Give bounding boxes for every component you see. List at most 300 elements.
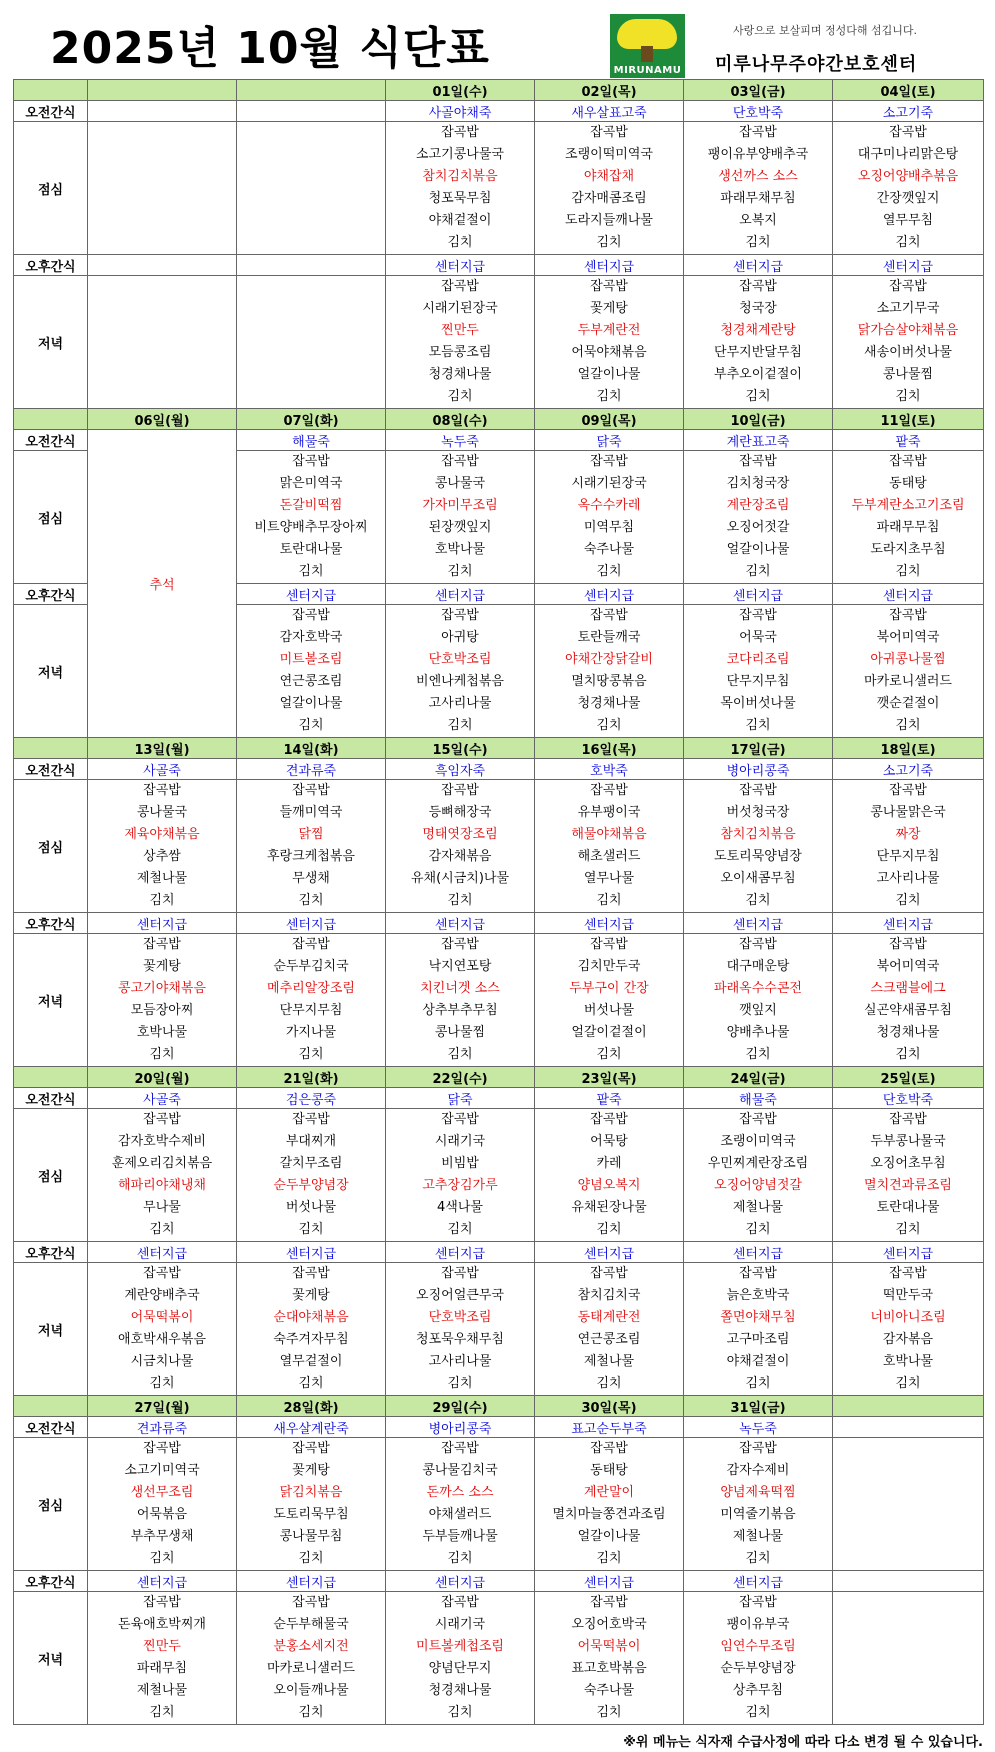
date-cell: 29일(수) <box>386 1396 535 1417</box>
menu-item: 코다리조림 <box>726 652 790 667</box>
menu-item: 잡곡밥 <box>143 937 181 952</box>
date-cell: 15일(수) <box>386 738 535 759</box>
menu-item: 어묵국 <box>739 630 777 645</box>
menu-item: 잡곡밥 <box>292 454 330 469</box>
pm-snack-cell: 센터지급 <box>237 1571 386 1592</box>
menu-item: 오징어양배추볶음 <box>857 169 959 184</box>
am-snack-cell: 표고순두부죽 <box>535 1417 684 1438</box>
menu-item: 잡곡밥 <box>441 608 479 623</box>
menu-item: 김치 <box>447 1551 473 1566</box>
menu-item: 김치 <box>298 1222 324 1237</box>
menu-item: 잡곡밥 <box>739 125 777 140</box>
menu-item <box>237 144 385 166</box>
dinner-cell <box>386 1592 535 1725</box>
date-header-row <box>14 80 984 101</box>
menu-item: 토란들깨국 <box>577 630 641 645</box>
menu-item: 잡곡밥 <box>739 1441 777 1456</box>
menu-item: 양념제육떡찜 <box>720 1485 796 1500</box>
menu-item: 단호박조림 <box>428 1310 492 1325</box>
lunch-cell <box>535 122 684 255</box>
menu-item: 호박나물 <box>136 1025 188 1040</box>
motto: 사랑으로 보살피며 정성다해 섬깁니다. <box>733 24 918 37</box>
menu-item: 청경채계란탕 <box>720 323 796 338</box>
menu-item: 잡곡밥 <box>590 1595 628 1610</box>
lunch-row <box>14 1438 984 1571</box>
menu-item: 멸치견과류조림 <box>864 1178 952 1193</box>
menu-item: 짜장 <box>895 827 921 842</box>
dinner-label: 저녁 <box>14 605 88 738</box>
menu-item: 잡곡밥 <box>590 279 628 294</box>
menu-item: 임연수무조림 <box>720 1639 796 1654</box>
dinner-cell <box>386 276 535 409</box>
menu-item: 김치 <box>745 718 771 733</box>
center-name: 미루나무주야간보호센터 <box>715 54 918 75</box>
menu-item: 두부들깨나물 <box>422 1529 498 1544</box>
menu-item: 참치김치국 <box>577 1288 641 1303</box>
menu-item: 김치 <box>447 1047 473 1062</box>
menu-item: 해파리야채냉채 <box>118 1178 206 1193</box>
corner-cell <box>14 1067 88 1088</box>
lunch-cell <box>833 451 984 584</box>
holiday-cell: 추석 <box>88 430 237 738</box>
menu-item <box>833 1658 983 1680</box>
menu-item: 김치 <box>745 1551 771 1566</box>
menu-item: 간장깻잎지 <box>876 191 940 206</box>
menu-item: 파래무무침 <box>876 520 940 535</box>
menu-item: 김치 <box>745 389 771 404</box>
menu-item: 4색나물 <box>437 1200 483 1215</box>
menu-item: 파래옥수수콘전 <box>714 981 802 996</box>
menu-item: 김치 <box>447 1376 473 1391</box>
menu-item: 비엔나케첩볶음 <box>416 674 504 689</box>
date-cell: 31일(금) <box>684 1396 833 1417</box>
menu-item: 오징어양념젓갈 <box>714 1178 802 1193</box>
menu-item: 잡곡밥 <box>441 125 479 140</box>
menu-item: 청경채나물 <box>428 1683 492 1698</box>
pm-snack-cell: 센터지급 <box>386 1571 535 1592</box>
menu-item: 두부구이 간장 <box>569 981 649 996</box>
date-cell: 08일(수) <box>386 409 535 430</box>
menu-item: 애호박새우볶음 <box>118 1332 206 1347</box>
tree-icon <box>617 19 677 49</box>
menu-item: 콩나물찜 <box>434 1025 486 1040</box>
lunch-cell <box>237 451 386 584</box>
menu-item <box>237 386 385 408</box>
menu-item: 두부콩나물국 <box>870 1134 946 1149</box>
menu-item: 제철나물 <box>732 1529 784 1544</box>
pm-snack-cell: 센터지급 <box>386 1242 535 1263</box>
menu-item: 김치 <box>447 235 473 250</box>
menu-item: 청국장 <box>739 301 777 316</box>
menu-item: 시래기국 <box>434 1134 486 1149</box>
menu-item: 팽이유부양배추국 <box>707 147 809 162</box>
am-snack-cell: 닭죽 <box>386 1088 535 1109</box>
menu-item: 오이들깨나물 <box>273 1683 349 1698</box>
menu-item <box>833 1438 983 1460</box>
menu-item: 양념단무지 <box>428 1661 492 1676</box>
dinner-cell <box>237 934 386 1067</box>
pm-snack-row <box>14 255 984 276</box>
menu-item: 오징어초무침 <box>870 1156 946 1171</box>
lunch-cell <box>237 780 386 913</box>
menu-item: 계란장조림 <box>726 498 790 513</box>
menu-item <box>833 1592 983 1614</box>
menu-item: 김치 <box>298 1376 324 1391</box>
menu-item: 도토리묵무침 <box>273 1507 349 1522</box>
menu-item: 잡곡밥 <box>441 454 479 469</box>
menu-item: 부대찌개 <box>285 1134 337 1149</box>
menu-item: 마카로니샐러드 <box>864 674 952 689</box>
pm-snack-cell: 센터지급 <box>386 584 535 605</box>
pm-snack-cell <box>833 1571 984 1592</box>
dinner-cell <box>684 1592 833 1725</box>
menu-item: 북어미역국 <box>876 959 940 974</box>
menu-item: 닭찜 <box>298 827 324 842</box>
menu-item: 무나물 <box>143 1200 181 1215</box>
page-title: 2025년 10월 식단표 <box>50 23 490 74</box>
menu-item <box>88 166 236 188</box>
am-snack-label: 오전간식 <box>14 759 88 780</box>
menu-item: 유부팽이국 <box>577 805 641 820</box>
dinner-row <box>14 934 984 1067</box>
menu-item: 파래무침 <box>136 1661 188 1676</box>
am-snack-row <box>14 101 984 122</box>
lunch-cell <box>535 1109 684 1242</box>
menu-item: 김치 <box>447 893 473 908</box>
menu-item: 시래기된장국 <box>571 476 647 491</box>
menu-item: 도토리묵양념장 <box>714 849 802 864</box>
menu-item: 시금치나물 <box>130 1354 194 1369</box>
date-cell: 22일(수) <box>386 1067 535 1088</box>
menu-item <box>88 144 236 166</box>
menu-item: 미트볼조림 <box>279 652 343 667</box>
date-cell: 16일(목) <box>535 738 684 759</box>
date-cell <box>833 1396 984 1417</box>
menu-item: 잡곡밥 <box>441 1266 479 1281</box>
dinner-cell <box>88 1263 237 1396</box>
dinner-cell <box>535 934 684 1067</box>
menu-item: 호박나물 <box>882 1354 934 1369</box>
dinner-cell <box>833 276 984 409</box>
menu-item: 토란대나물 <box>279 542 343 557</box>
menu-item: 순두부양념장 <box>273 1178 349 1193</box>
menu-item: 맑은미역국 <box>279 476 343 491</box>
am-snack-cell: 흑임자죽 <box>386 759 535 780</box>
am-snack-cell: 해물죽 <box>684 1088 833 1109</box>
lunch-cell <box>535 1438 684 1571</box>
menu-item: 감자채볶음 <box>428 849 492 864</box>
am-snack-cell: 병아리콩죽 <box>386 1417 535 1438</box>
menu-item: 동태계란전 <box>577 1310 641 1325</box>
corner-cell <box>14 80 88 101</box>
pm-snack-cell: 센터지급 <box>833 913 984 934</box>
menu-item: 꽃게탕 <box>590 301 628 316</box>
dinner-cell <box>535 605 684 738</box>
menu-item: 소고기미역국 <box>124 1463 200 1478</box>
menu-item: 잡곡밥 <box>889 1266 927 1281</box>
menu-item: 버섯나물 <box>583 1003 635 1018</box>
dinner-cell <box>535 276 684 409</box>
am-snack-cell: 소고기죽 <box>833 101 984 122</box>
dinner-row <box>14 1592 984 1725</box>
menu-item: 닭가슴살야채볶음 <box>857 323 959 338</box>
pm-snack-row <box>14 913 984 934</box>
menu-item: 잡곡밥 <box>441 1595 479 1610</box>
pm-snack-cell: 센터지급 <box>237 1242 386 1263</box>
menu-item: 야채겉절이 <box>726 1354 790 1369</box>
lunch-cell <box>88 1438 237 1571</box>
dinner-cell <box>88 934 237 1067</box>
menu-item: 생선무조림 <box>130 1485 194 1500</box>
menu-item: 우민찌계란장조림 <box>707 1156 809 1171</box>
menu-item: 호박나물 <box>434 542 486 557</box>
menu-item: 소고기무국 <box>876 301 940 316</box>
menu-item: 김치 <box>149 1551 175 1566</box>
menu-item: 잡곡밥 <box>590 1266 628 1281</box>
menu-item: 잡곡밥 <box>143 783 181 798</box>
menu-item: 새송이버섯나물 <box>864 345 952 360</box>
menu-item <box>88 364 236 386</box>
menu-item: 콩고기야채볶음 <box>118 981 206 996</box>
menu-item: 어묵떡볶이 <box>577 1639 641 1654</box>
tree-trunk-icon <box>641 46 653 62</box>
menu-item: 잡곡밥 <box>292 1266 330 1281</box>
menu-item: 연근콩조림 <box>577 1332 641 1347</box>
menu-item: 잡곡밥 <box>889 125 927 140</box>
date-cell: 09일(목) <box>535 409 684 430</box>
menu-item: 잡곡밥 <box>889 608 927 623</box>
date-cell <box>88 80 237 101</box>
pm-snack-cell: 센터지급 <box>237 913 386 934</box>
dinner-cell <box>237 1263 386 1396</box>
menu-item: 계란양배추국 <box>124 1288 200 1303</box>
menu-item: 메추리알장조림 <box>267 981 355 996</box>
menu-item <box>237 166 385 188</box>
date-header-row <box>14 409 984 430</box>
menu-item: 야채잡채 <box>583 169 635 184</box>
dinner-cell <box>684 605 833 738</box>
am-snack-cell: 단호박죽 <box>833 1088 984 1109</box>
menu-item: 김치 <box>745 1222 771 1237</box>
lunch-cell <box>386 1438 535 1571</box>
pm-snack-label: 오후간식 <box>14 584 88 605</box>
menu-item: 부추오이겉절이 <box>714 367 802 382</box>
menu-item: 돈까스 소스 <box>426 1485 494 1500</box>
menu-item: 꽃게탕 <box>292 1463 330 1478</box>
lunch-cell <box>386 780 535 913</box>
menu-item: 참치김치볶음 <box>422 169 498 184</box>
am-snack-cell: 닭죽 <box>535 430 684 451</box>
menu-item: 도라지들깨나물 <box>565 213 653 228</box>
menu-item: 얼갈이나물 <box>577 367 641 382</box>
menu-item: 김치 <box>895 564 921 579</box>
footnote: ※위 메뉴는 식자재 수급사정에 따라 다소 변경 될 수 있습니다. <box>623 1735 983 1750</box>
pm-snack-label: 오후간식 <box>14 913 88 934</box>
menu-item: 김치 <box>596 1047 622 1062</box>
lunch-cell <box>386 122 535 255</box>
date-header-row <box>14 738 984 759</box>
menu-item: 동태탕 <box>889 476 927 491</box>
lunch-cell <box>684 1109 833 1242</box>
menu-item: 숙주나물 <box>583 1683 635 1698</box>
menu-item: 열무무침 <box>882 213 934 228</box>
menu-item: 김치 <box>298 893 324 908</box>
lunch-cell <box>386 1109 535 1242</box>
menu-item <box>237 298 385 320</box>
am-snack-cell: 해물죽 <box>237 430 386 451</box>
menu-item: 단무지무침 <box>726 674 790 689</box>
menu-item: 잡곡밥 <box>590 608 628 623</box>
menu-item <box>237 210 385 232</box>
menu-item: 잡곡밥 <box>590 1441 628 1456</box>
logo <box>610 14 685 78</box>
menu-item: 콩나물맑은국 <box>870 805 946 820</box>
menu-item: 꽃게탕 <box>292 1288 330 1303</box>
menu-table <box>13 79 984 1725</box>
menu-item: 가지나물 <box>285 1025 337 1040</box>
menu-item <box>88 298 236 320</box>
menu-item: 아귀탕 <box>441 630 479 645</box>
menu-item: 열무겉절이 <box>279 1354 343 1369</box>
menu-item: 상추쌈 <box>143 849 181 864</box>
menu-item <box>88 342 236 364</box>
menu-item: 순두부양념장 <box>720 1661 796 1676</box>
date-header-row <box>14 1396 984 1417</box>
menu-item <box>88 188 236 210</box>
lunch-label: 점심 <box>14 1109 88 1242</box>
pm-snack-cell: 센터지급 <box>833 1242 984 1263</box>
menu-item: 야채간장닭갈비 <box>565 652 653 667</box>
menu-item: 잡곡밥 <box>590 783 628 798</box>
am-snack-cell <box>88 101 237 122</box>
menu-item: 콩나물국 <box>136 805 188 820</box>
lunch-label: 점심 <box>14 1438 88 1571</box>
menu-item: 청경채나물 <box>876 1025 940 1040</box>
pm-snack-cell: 센터지급 <box>684 1571 833 1592</box>
menu-item: 상추무침 <box>732 1683 784 1698</box>
menu-item: 무생채 <box>292 871 330 886</box>
date-cell: 02일(목) <box>535 80 684 101</box>
menu-item: 김치 <box>895 1376 921 1391</box>
menu-item: 훈제오리김치볶음 <box>111 1156 213 1171</box>
menu-item: 단무지반달무침 <box>714 345 802 360</box>
menu-item: 김치 <box>447 564 473 579</box>
menu-item: 김치 <box>895 893 921 908</box>
am-snack-label: 오전간식 <box>14 430 88 451</box>
corner-cell <box>14 738 88 759</box>
menu-item: 상추부추무침 <box>422 1003 498 1018</box>
pm-snack-cell: 센터지급 <box>833 584 984 605</box>
menu-item: 잡곡밥 <box>590 454 628 469</box>
menu-item: 도라지초무침 <box>870 542 946 557</box>
menu-item: 비트양배추무장아찌 <box>254 520 368 535</box>
menu-item: 아귀콩나물찜 <box>870 652 946 667</box>
menu-item <box>833 1504 983 1526</box>
dinner-cell <box>88 276 237 409</box>
menu-item: 후랑크케첩볶음 <box>267 849 355 864</box>
pm-snack-label: 오후간식 <box>14 1242 88 1263</box>
menu-item: 늙은호박국 <box>726 1288 790 1303</box>
menu-item: 잡곡밥 <box>739 1112 777 1127</box>
dinner-cell <box>88 1592 237 1725</box>
menu-item: 목이버섯나물 <box>720 696 796 711</box>
dinner-cell <box>833 1592 984 1725</box>
menu-item: 잡곡밥 <box>739 1266 777 1281</box>
menu-item: 스크램블에그 <box>870 981 946 996</box>
menu-item: 잡곡밥 <box>292 1112 330 1127</box>
menu-item: 잡곡밥 <box>889 783 927 798</box>
pm-snack-cell: 센터지급 <box>237 584 386 605</box>
header <box>0 0 995 78</box>
menu-item: 김치 <box>596 235 622 250</box>
menu-item: 숙주나물 <box>583 542 635 557</box>
pm-snack-row <box>14 1571 984 1592</box>
menu-item: 잡곡밥 <box>441 783 479 798</box>
menu-item <box>88 276 236 298</box>
lunch-cell <box>833 1109 984 1242</box>
menu-item: 참치김치볶음 <box>720 827 796 842</box>
am-snack-label: 오전간식 <box>14 1088 88 1109</box>
menu-item: 김치 <box>745 235 771 250</box>
menu-item: 오징어얼큰무국 <box>416 1288 504 1303</box>
menu-item: 김치 <box>596 1376 622 1391</box>
menu-item <box>833 1680 983 1702</box>
menu-item <box>833 1636 983 1658</box>
menu-item: 감자호박국 <box>279 630 343 645</box>
menu-item: 김치 <box>149 1047 175 1062</box>
menu-item: 잡곡밥 <box>292 1441 330 1456</box>
dinner-cell <box>684 934 833 1067</box>
pm-snack-cell: 센터지급 <box>684 913 833 934</box>
date-cell: 25일(토) <box>833 1067 984 1088</box>
menu-item: 모듬콩조림 <box>428 345 492 360</box>
am-snack-cell: 사골죽 <box>88 759 237 780</box>
menu-item: 단호박조림 <box>428 652 492 667</box>
menu-item: 카레 <box>596 1156 622 1171</box>
menu-item: 김치 <box>447 1705 473 1720</box>
menu-item: 청포묵무침 <box>428 191 492 206</box>
date-cell: 28일(화) <box>237 1396 386 1417</box>
menu-item: 김치 <box>596 389 622 404</box>
lunch-cell <box>237 122 386 255</box>
menu-item: 김치 <box>895 1047 921 1062</box>
dinner-cell <box>386 1263 535 1396</box>
lunch-row <box>14 780 984 913</box>
menu-item <box>88 210 236 232</box>
menu-item: 김치 <box>745 1376 771 1391</box>
menu-item: 오이새콤무침 <box>720 871 796 886</box>
menu-item <box>833 1482 983 1504</box>
menu-item: 제철나물 <box>732 1200 784 1215</box>
menu-item: 잡곡밥 <box>889 454 927 469</box>
menu-item: 잡곡밥 <box>143 1112 181 1127</box>
pm-snack-label: 오후간식 <box>14 255 88 276</box>
menu-item: 김치만두국 <box>577 959 641 974</box>
menu-item: 잡곡밥 <box>590 1112 628 1127</box>
corner-cell <box>14 1396 88 1417</box>
date-cell: 01일(수) <box>386 80 535 101</box>
menu-item: 유채(시금치)나물 <box>410 871 510 886</box>
menu-item: 고구마조림 <box>726 1332 790 1347</box>
menu-item: 순두부김치국 <box>273 959 349 974</box>
lunch-label: 점심 <box>14 122 88 255</box>
am-snack-label: 오전간식 <box>14 1417 88 1438</box>
menu-item: 분홍소세지전 <box>273 1639 349 1654</box>
menu-item: 콩나물김치국 <box>422 1463 498 1478</box>
pm-snack-cell: 센터지급 <box>88 1571 237 1592</box>
menu-item: 김치 <box>895 389 921 404</box>
menu-item: 해물야채볶음 <box>571 827 647 842</box>
